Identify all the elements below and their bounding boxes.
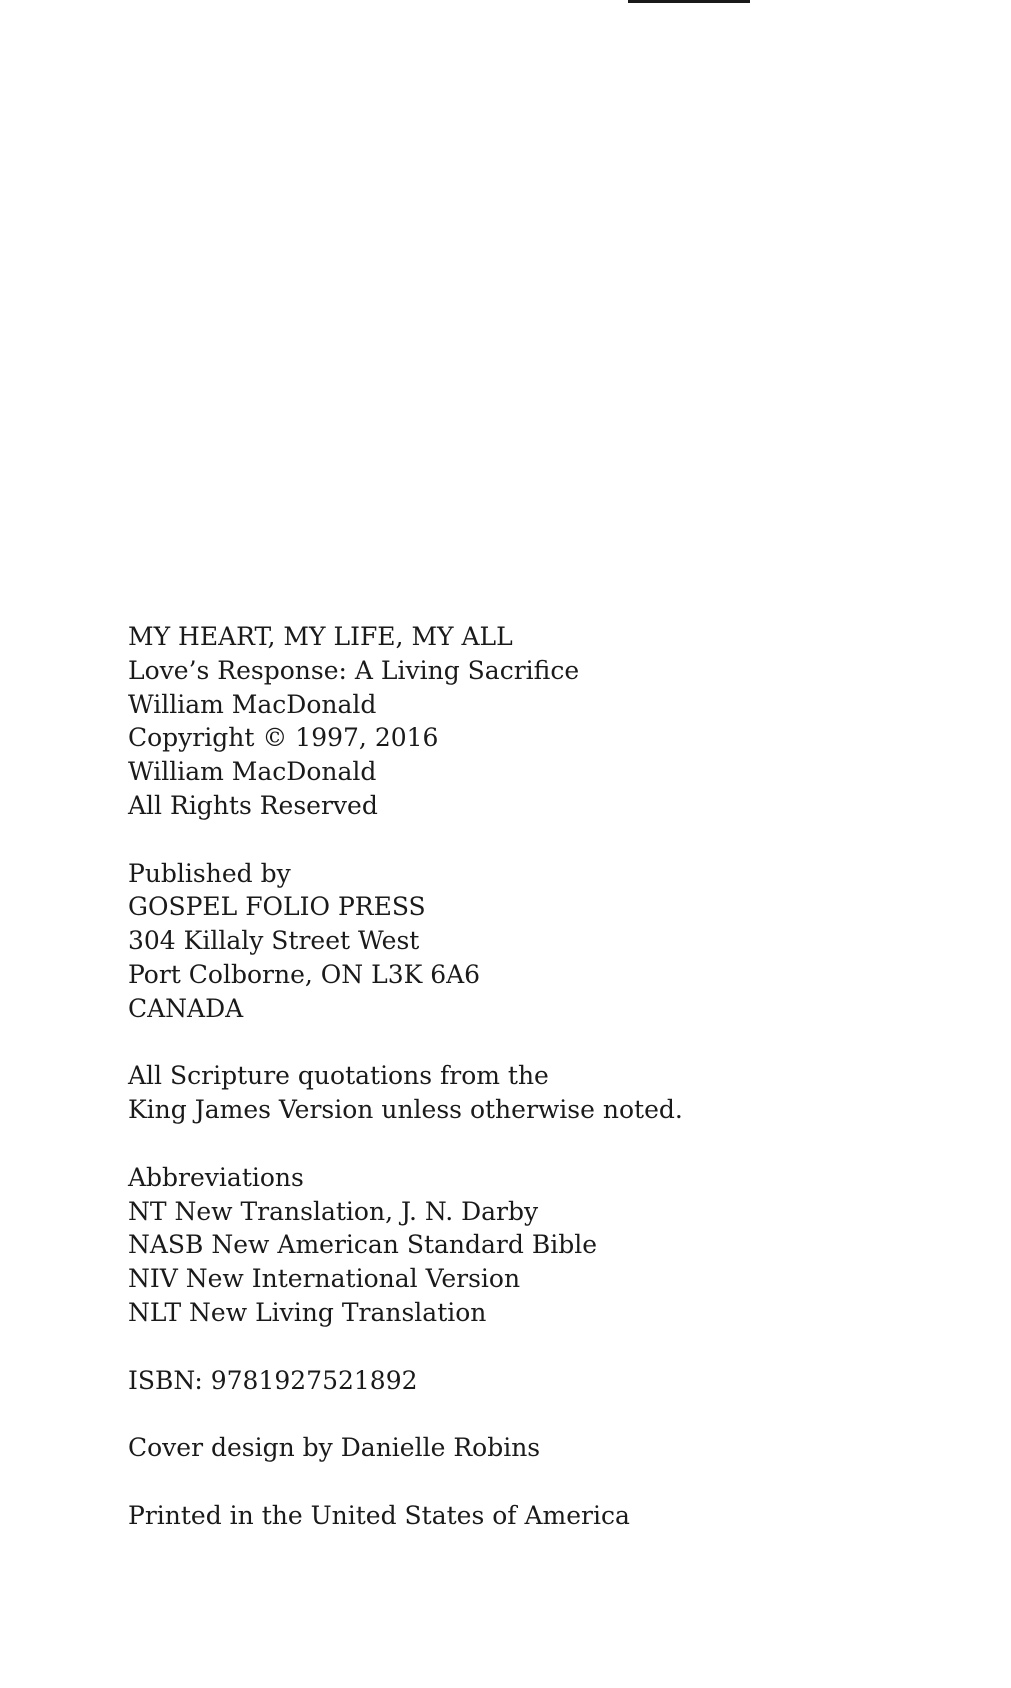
publisher-name: GOSPEL FOLIO PRESS	[128, 892, 426, 922]
author-name: William MacDonald	[128, 689, 377, 719]
abbreviation-item: NLT New Living Translation	[128, 1297, 487, 1327]
abbreviation-item: NIV New International Version	[128, 1264, 521, 1294]
book-subtitle: Love’s Response: A Living Sacrifice	[128, 655, 580, 685]
publisher-block	[128, 857, 968, 1026]
publisher-street: 304 Killaly Street West	[128, 926, 420, 956]
copyright-page	[128, 620, 968, 1533]
printed-block	[128, 1499, 968, 1533]
top-rule	[628, 0, 750, 3]
copyright-holder: William MacDonald	[128, 757, 377, 787]
publisher-city: Port Colborne, ON L3K 6A6	[128, 959, 481, 989]
isbn-line: ISBN: 9781927521892	[128, 1365, 418, 1395]
published-by-label: Published by	[128, 858, 291, 888]
scripture-note-block	[128, 1059, 968, 1127]
cover-credit-line: Cover design by Danielle Robins	[128, 1433, 541, 1463]
cover-credit-block	[128, 1431, 968, 1465]
book-title: MY HEART, MY LIFE, MY ALL	[128, 622, 513, 651]
publisher-country: CANADA	[128, 993, 244, 1023]
abbreviation-item: NT New Translation, J. N. Darby	[128, 1196, 539, 1226]
copyright-line: Copyright © 1997, 2016	[128, 723, 439, 753]
isbn-block	[128, 1364, 968, 1398]
abbreviation-item: NASB New American Standard Bible	[128, 1230, 597, 1260]
scripture-note-line-1: All Scripture quotations from the	[128, 1061, 549, 1091]
book-info-block	[128, 620, 968, 823]
abbreviations-block	[128, 1161, 968, 1330]
rights-line: All Rights Reserved	[128, 790, 378, 820]
printed-line: Printed in the United States of America	[128, 1500, 630, 1530]
abbreviations-heading: Abbreviations	[128, 1162, 304, 1192]
scripture-note-line-2: King James Version unless otherwise noted.	[128, 1095, 683, 1125]
